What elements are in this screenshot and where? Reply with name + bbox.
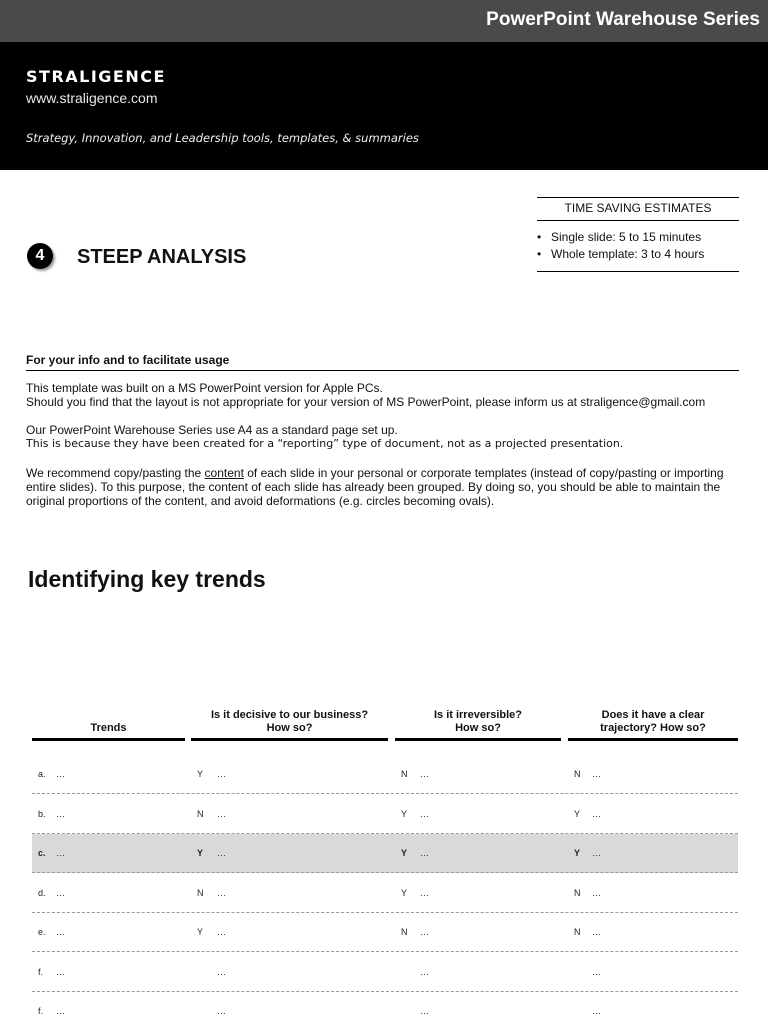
table-cell-irreversible-note: … <box>420 808 429 819</box>
info-paragraph-3 <box>26 466 741 508</box>
time-saving-divider <box>537 220 739 221</box>
column-header-text: Is it decisive to our business? <box>210 709 369 721</box>
table-cell-irreversible-note: … <box>420 927 429 937</box>
table-cell-trajectory-note: … <box>592 966 601 977</box>
table-cell-decisive-note: … <box>217 848 226 858</box>
bullet-icon: • <box>537 247 542 261</box>
table-cell-irreversible: Y <box>401 848 408 858</box>
table-cell-trajectory-note: … <box>592 808 601 819</box>
table-row <box>32 913 738 952</box>
table-cell-trend: … <box>56 808 65 819</box>
info-heading: For your info and to facilitate usage <box>26 353 230 367</box>
table-cell-trajectory: N <box>574 769 581 779</box>
column-header-text: trajectory? How so? <box>600 722 706 734</box>
time-saving-item <box>537 246 704 263</box>
brand-url: www.straligence.com <box>26 90 158 106</box>
table-cell-trajectory: N <box>574 887 581 898</box>
time-saving-title: TIME SAVING ESTIMATES <box>564 201 712 215</box>
top-bar <box>0 0 768 42</box>
table-cell-trajectory-note: … <box>592 848 601 858</box>
table-cell-letter: d. <box>38 887 46 898</box>
table-cell-letter: c. <box>38 848 46 858</box>
table-cell-trend: … <box>56 927 65 937</box>
table-cell-trajectory: N <box>574 927 581 937</box>
column-header-text: Is it irreversible? <box>433 709 523 721</box>
table-cell-letter: f. <box>38 966 44 977</box>
column-header-text: Trends <box>90 722 127 734</box>
table-cell-letter: e. <box>38 927 46 937</box>
info-text: Our PowerPoint Warehouse Series use A4 as a standard page set up. <box>26 423 398 437</box>
table-cell-decisive: Y <box>197 848 204 858</box>
column-header-text: Does it have a clear <box>601 709 705 721</box>
column-header-text: How so? <box>455 722 501 734</box>
series-title: PowerPoint Warehouse Series <box>486 9 760 30</box>
step-title: STEEP ANALYSIS <box>77 246 247 268</box>
table-cell-decisive: N <box>197 808 204 819</box>
column-header-text: How so? <box>266 722 313 734</box>
info-text: This template was built on a MS PowerPoint version for Apple PCs. <box>26 381 383 395</box>
header-underline <box>32 738 185 741</box>
time-saving-item-text: Whole template: 3 to 4 hours <box>551 247 705 261</box>
table-cell-decisive-note: … <box>217 887 226 898</box>
time-saving-item-text: Single slide: 5 to 15 minutes <box>551 230 702 244</box>
table-cell-irreversible-note: … <box>420 966 429 977</box>
table-row <box>32 953 738 992</box>
table-cell-trajectory: Y <box>574 808 581 819</box>
table-cell-irreversible-note: … <box>420 769 429 779</box>
table-cell-letter: a. <box>38 769 46 779</box>
table-cell-trajectory-note: … <box>592 769 601 779</box>
table-cell-trend: … <box>56 966 65 977</box>
table-cell-decisive: N <box>197 887 204 898</box>
table-cell-trajectory-note: … <box>592 887 601 898</box>
table-cell-trajectory-note: … <box>592 1006 601 1016</box>
time-saving-list <box>537 229 704 263</box>
table-cell-decisive-note: … <box>217 808 226 819</box>
column-header-decisive <box>191 709 388 735</box>
table-cell-decisive-note: … <box>217 769 226 779</box>
info-text: This is because they have been created for a “reporting” type of document, not as a projected presentation. <box>26 437 624 450</box>
table-cell-decisive: Y <box>197 927 204 937</box>
info-paragraph-1 <box>26 381 741 409</box>
table-cell-trend: … <box>56 887 65 898</box>
table-cell-letter: b. <box>38 808 46 819</box>
table-cell-decisive-note: … <box>217 1006 226 1016</box>
time-saving-box <box>537 197 739 272</box>
table-cell-letter: f. <box>38 1006 44 1016</box>
column-header-trends <box>32 722 185 735</box>
info-text: We recommend copy/pasting the <box>26 466 205 480</box>
time-saving-item <box>537 229 704 246</box>
table-cell-trend: … <box>56 1006 65 1016</box>
brand-name: STRALIGENCE <box>26 67 166 86</box>
table-cell-trend: … <box>56 769 65 779</box>
table-row <box>32 834 738 873</box>
header-underline <box>395 738 561 741</box>
table-cell-trend: … <box>56 848 65 858</box>
brand-tagline: Strategy, Innovation, and Leadership tools, templates, & summaries <box>26 131 419 145</box>
info-text: of each slide in your personal or corporate templates (instead of copy/pasting or importing entire slides). To this purpose, the content of each slide has already been grouped. By doing so, you should be able to maintain the original proportions of the content, and avoid deformations (e.g. circles becoming ovals). <box>26 466 724 508</box>
bullet-icon: • <box>537 230 542 244</box>
column-header-irreversible <box>395 709 561 735</box>
column-header-trajectory <box>568 709 738 735</box>
table-cell-irreversible: N <box>401 927 408 937</box>
header-underline <box>191 738 388 741</box>
table-cell-irreversible: N <box>401 769 408 779</box>
table-cell-decisive-note: … <box>217 927 226 937</box>
table-cell-trajectory-note: … <box>592 927 601 937</box>
header-underline <box>568 738 738 741</box>
info-paragraph-2 <box>26 423 741 451</box>
info-text-underlined: content <box>204 466 244 480</box>
table-row <box>32 874 738 913</box>
table-cell-decisive: Y <box>197 769 204 779</box>
table-cell-irreversible-note: … <box>420 848 429 858</box>
table-cell-irreversible: Y <box>401 887 408 898</box>
table-cell-decisive-note: … <box>217 966 226 977</box>
table-cell-irreversible-note: … <box>420 1006 429 1016</box>
info-divider <box>26 370 739 371</box>
table-cell-irreversible: Y <box>401 808 408 819</box>
table-row <box>32 795 738 834</box>
table-row <box>32 992 738 1024</box>
section-title: Identifying key trends <box>28 566 266 592</box>
brand-banner <box>0 42 768 170</box>
table-row <box>32 755 738 794</box>
table-cell-trajectory: Y <box>574 848 581 858</box>
info-text: Should you find that the layout is not appropriate for your version of MS PowerPoint, please inform us at straligence@gmail.com <box>26 395 706 409</box>
table-cell-irreversible-note: … <box>420 887 429 898</box>
step-number-badge: 4 <box>27 243 53 269</box>
